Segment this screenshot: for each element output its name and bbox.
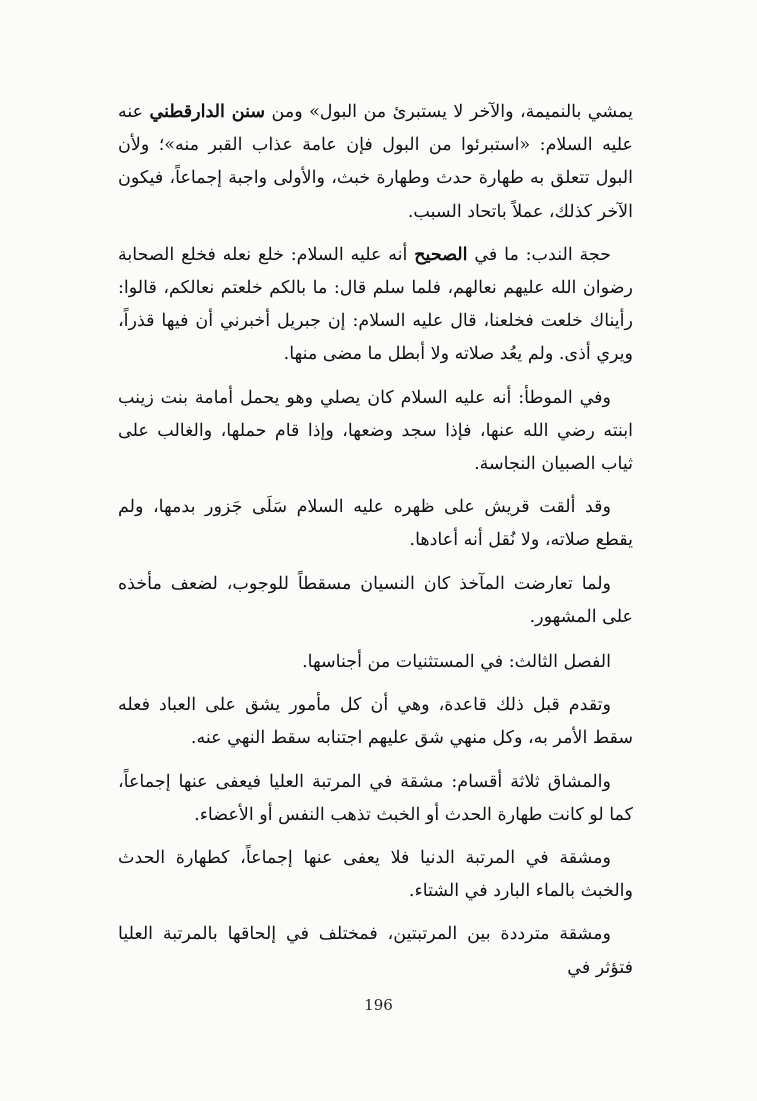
paragraph-5-text: ولما تعارضت المآخذ كان النسيان مسقطاً للوجوب، لضعف مأخذه على المشهور.: [118, 573, 633, 627]
paragraph-7: [118, 766, 633, 832]
paragraph-3: [118, 382, 633, 482]
source-reference-sahih: الصحيح: [414, 244, 468, 265]
paragraph-2-part-1: حجة الندب: ما في: [467, 244, 612, 265]
paragraph-5: [118, 568, 633, 634]
paragraph-7-text: والمشاق ثلاثة أقسام: مشقة في المرتبة العليا فيعفى عنها إجماعاً، كما لو كانت طهارة الحدث أو الخبث تذهب النفس أو الأعضاء.: [118, 771, 633, 825]
paragraph-2-part-3: أنه عليه السلام: خلع نعله فخلع الصحابة رضوان الله عليهم نعالهم، فلما سلم قال: ما بالكم خلعتم نعالكم، قالوا: رأيناك خلعت فخلعنا، قال عليه السلام: إن جبريل أخبرني أن فيها قذراً، ويري أذى. ولم يعُد صلاته ولا أبطل ما مضى منها.: [118, 244, 633, 365]
paragraph-8: [118, 842, 633, 908]
paragraph-1-part-3: عنه عليه السلام: «استبرئوا من البول فإن عامة عذاب القبر منه»؛ ولأن البول تتعلق به طهارة حدث وطهارة خبث، والأولى واجبة إجماعاً، فيكون الآخر كذلك، عملاً باتحاد السبب.: [118, 102, 633, 222]
paragraph-9-text: ومشقة مترددة بين المرتبتين، فمختلف في إلحاقها بالمرتبة العليا فتؤثر في: [118, 924, 633, 978]
paragraph-4: [118, 491, 633, 557]
paragraph-6-text: وتقدم قبل ذلك قاعدة، وهي أن كل مأمور يشق على العباد فعله سقط الأمر به، وكل منهي شق عليهم اجتنابه سقط النهي عنه.: [118, 695, 633, 749]
page-number: 196: [364, 996, 393, 1014]
section-heading: [118, 646, 633, 679]
paragraph-9: [118, 918, 633, 984]
page-body-text: [118, 96, 633, 985]
source-reference-daraqutni: سنن الدارقطني: [149, 102, 266, 122]
paragraph-6: [118, 689, 633, 755]
section-heading-text: الفصل الثالث: في المستثنيات من أجناسها.: [302, 652, 611, 673]
paragraph-1-part-1: يمشي بالنميمة، والآخر لا يستبرئ من البول» ومن: [265, 102, 633, 122]
paragraph-2: [118, 239, 633, 372]
paragraph-4-text: وقد ألقت قريش على ظهره عليه السلام سَلَى جَزور بدمها، ولم يقطع صلاته، ولا نُقل أنه أعادها.: [118, 497, 633, 551]
paragraph-3-text: وفي الموطأ: أنه عليه السلام كان يصلي وهو يحمل أمامة بنت زينب ابنته رضي الله عنها، فإذا سجد وضعها، وإذا قام حملها، والغالب على ثياب الصبيان النجاسة.: [118, 387, 633, 475]
paragraph-8-text: ومشقة في المرتبة الدنيا فلا يعفى عنها إجماعاً، كطهارة الحدث والخبث بالماء البارد في الشتاء.: [118, 848, 633, 902]
paragraph-1: [118, 96, 633, 229]
